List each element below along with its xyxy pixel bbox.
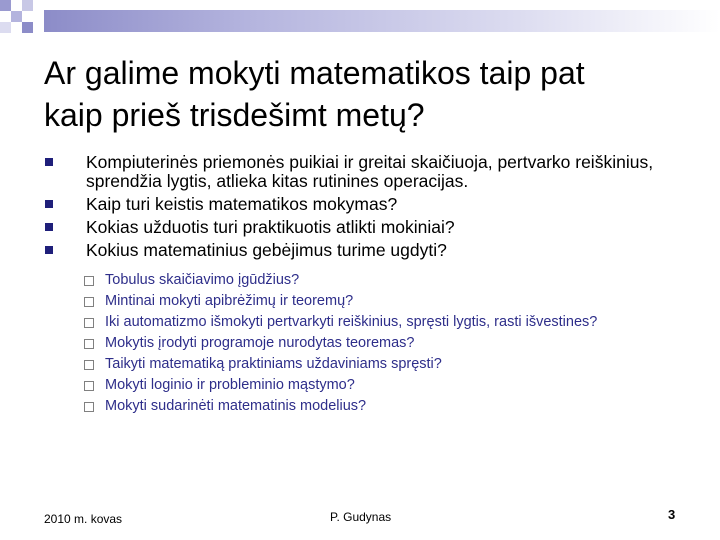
sub-bullet-text: Mokyti loginio ir probleminio mąstymo? bbox=[105, 377, 355, 393]
title-line: Ar galime mokyti matematikos taip pat bbox=[44, 55, 585, 91]
square-bullet-icon bbox=[45, 246, 53, 254]
square-bullet-icon bbox=[45, 200, 53, 208]
header-gradient-bar bbox=[44, 10, 720, 32]
decoration bbox=[0, 0, 44, 44]
sub-bullet-text: Tobulus skaičiavimo įgūdžius? bbox=[105, 272, 300, 288]
square-bullet-icon bbox=[45, 223, 53, 231]
sub-bullet-text: Mintinai mokyti apibrėžimų ir teoremų? bbox=[105, 293, 354, 309]
hollow-square-bullet-icon bbox=[84, 360, 94, 370]
bullet-item bbox=[44, 218, 694, 237]
hollow-square-bullet-icon bbox=[84, 381, 94, 391]
bullet-item bbox=[44, 241, 694, 260]
bullet-list bbox=[44, 153, 694, 264]
title-line: kaip prieš trisdešimt metų? bbox=[44, 97, 425, 133]
sub-bullet-text: Mokyti sudarinėti matematinis modelius? bbox=[105, 398, 367, 414]
sub-bullet-item bbox=[83, 398, 643, 414]
sub-bullet-item bbox=[83, 335, 643, 351]
deco-square bbox=[22, 0, 33, 11]
bullet-text: Kaip turi keistis matematikos mokymas? bbox=[86, 194, 398, 214]
sub-bullet-item bbox=[83, 272, 643, 288]
hollow-square-bullet-icon bbox=[84, 402, 94, 412]
hollow-square-bullet-icon bbox=[84, 318, 94, 328]
sub-bullet-item bbox=[83, 377, 643, 393]
sub-bullet-list bbox=[83, 272, 643, 419]
bullet-item bbox=[44, 195, 694, 214]
deco-square bbox=[0, 0, 11, 11]
sub-bullet-text: Iki automatizmo išmokyti pertvarkyti reiškinius, spręsti lygtis, rasti išvestines? bbox=[105, 314, 598, 330]
sub-bullet-item bbox=[83, 293, 643, 309]
sub-bullet-item bbox=[83, 356, 643, 372]
bullet-text: Kompiuterinės priemonės puikiai ir greitai skaičiuoja, pertvarko reiškinius, sprendžia lygtis, atlieka kitas rutinines operacijas. bbox=[86, 152, 654, 191]
hollow-square-bullet-icon bbox=[84, 297, 94, 307]
deco-square bbox=[11, 11, 22, 22]
deco-square bbox=[22, 22, 33, 33]
square-bullet-icon bbox=[45, 158, 53, 166]
bullet-item bbox=[44, 153, 694, 191]
sub-bullet-item bbox=[83, 314, 643, 330]
sub-bullet-text: Taikyti matematiką praktiniams uždaviniams spręsti? bbox=[105, 356, 442, 372]
footer-date: 2010 m. kovas bbox=[44, 512, 123, 526]
footer-author: P. Gudynas bbox=[330, 510, 392, 524]
bullet-text: Kokius matematinius gebėjimus turime ugdyti? bbox=[86, 240, 447, 260]
deco-square bbox=[0, 22, 11, 33]
bullet-text: Kokias užduotis turi praktikuotis atlikti mokiniai? bbox=[86, 217, 455, 237]
hollow-square-bullet-icon bbox=[84, 276, 94, 286]
page-number: 3 bbox=[668, 507, 676, 522]
slide-title bbox=[44, 52, 684, 136]
sub-bullet-text: Mokytis įrodyti programoje nurodytas teoremas? bbox=[105, 335, 415, 351]
hollow-square-bullet-icon bbox=[84, 339, 94, 349]
